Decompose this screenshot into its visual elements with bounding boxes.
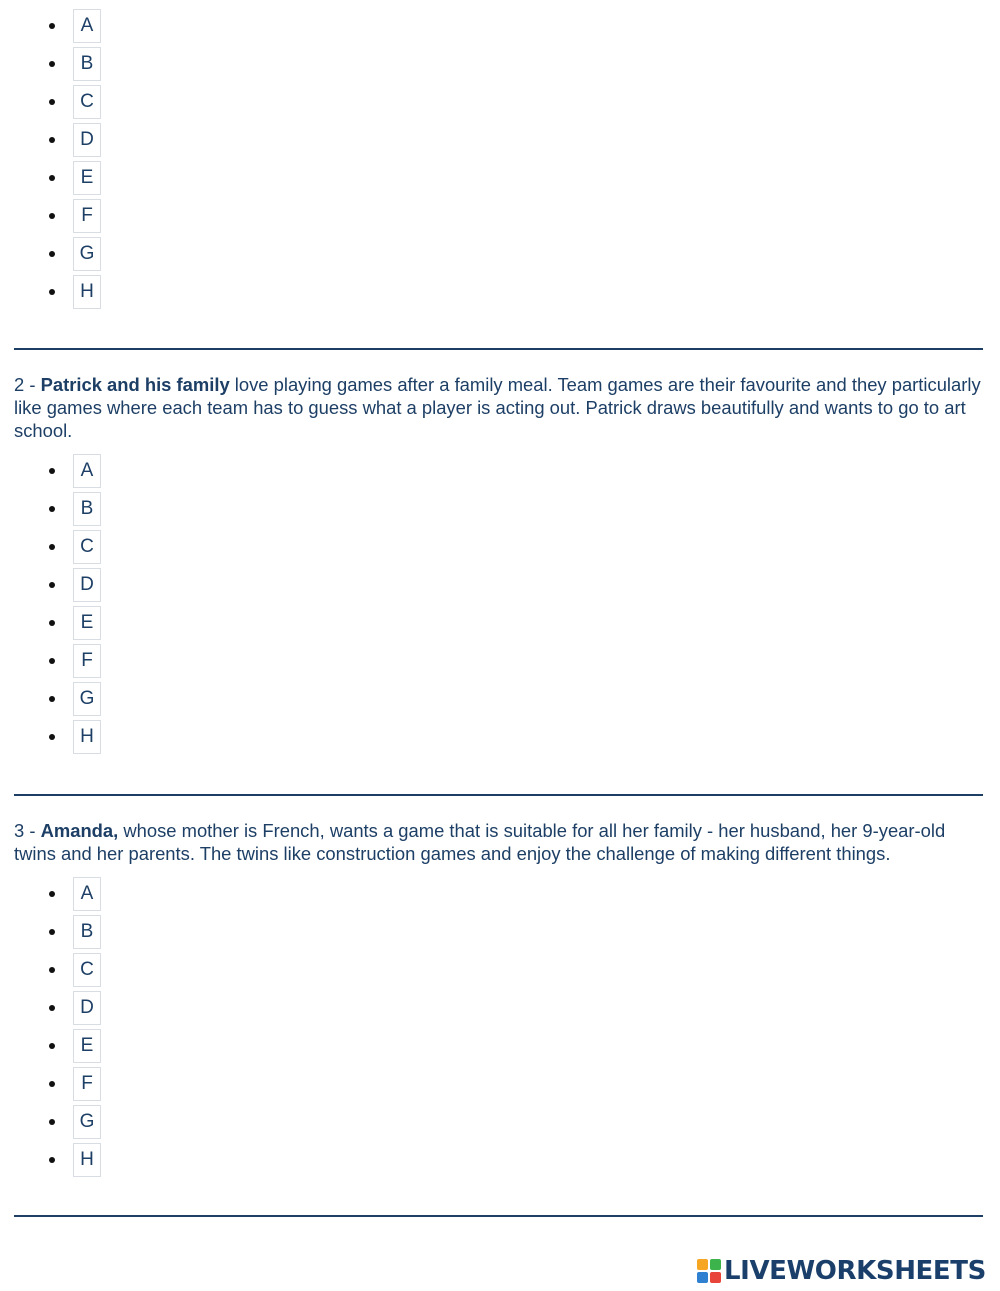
bullet-icon (49, 1119, 55, 1125)
bullet-icon (49, 1043, 55, 1049)
logo-square-icon (697, 1259, 708, 1270)
bullet-icon (49, 506, 55, 512)
option-a-button[interactable]: A (73, 9, 101, 43)
bullet-icon (49, 582, 55, 588)
option-h-button[interactable]: H (73, 720, 101, 754)
question-body: love playing games after a family meal. Team games are their favourite and they particularly like games where each team has to guess what a player is acting out. Patrick draws beautifully and wants to go to art school. (14, 374, 981, 441)
option-c-button[interactable]: C (73, 953, 101, 987)
bullet-icon (49, 929, 55, 935)
option-e-button[interactable]: E (73, 606, 101, 640)
option-h-button[interactable]: H (73, 275, 101, 309)
option-e-button[interactable]: E (73, 1029, 101, 1063)
option-a-button[interactable]: A (73, 877, 101, 911)
question-2-text (14, 373, 986, 442)
divider (14, 794, 983, 796)
bullet-icon (49, 620, 55, 626)
bullet-icon (49, 1157, 55, 1163)
option-c-button[interactable]: C (73, 85, 101, 119)
bullet-icon (49, 734, 55, 740)
bullet-icon (49, 289, 55, 295)
logo-square-icon (710, 1272, 721, 1283)
option-f-button[interactable]: F (73, 644, 101, 678)
option-d-button[interactable]: D (73, 123, 101, 157)
bullet-icon (49, 61, 55, 67)
option-g-button[interactable]: G (73, 682, 101, 716)
logo-square-icon (710, 1259, 721, 1270)
option-a-button[interactable]: A (73, 454, 101, 488)
question-subject: Amanda, (40, 820, 119, 841)
question-number: 3 - (14, 820, 41, 841)
bullet-icon (49, 967, 55, 973)
option-b-button[interactable]: B (73, 47, 101, 81)
option-c-button[interactable]: C (73, 530, 101, 564)
question-body: whose mother is French, wants a game that is suitable for all her family - her husband, her 9-year-old twins and her parents. The twins like construction games and enjoy the challenge of making different things. (14, 820, 946, 864)
bullet-icon (49, 468, 55, 474)
option-b-button[interactable]: B (73, 915, 101, 949)
liveworksheets-logo (697, 1255, 986, 1287)
option-b-button[interactable]: B (73, 492, 101, 526)
option-f-button[interactable]: F (73, 1067, 101, 1101)
option-e-button[interactable]: E (73, 161, 101, 195)
question-3-text (14, 819, 986, 865)
bullet-icon (49, 213, 55, 219)
logo-icon (697, 1259, 721, 1283)
bullet-icon (49, 137, 55, 143)
bullet-icon (49, 891, 55, 897)
logo-text: LIVEWORKSHEETS (724, 1256, 986, 1286)
bullet-icon (49, 544, 55, 550)
question-subject: Patrick and his family (40, 374, 230, 395)
option-g-button[interactable]: G (73, 237, 101, 271)
option-f-button[interactable]: F (73, 199, 101, 233)
option-h-button[interactable]: H (73, 1143, 101, 1177)
question-number: 2 - (14, 374, 41, 395)
bullet-icon (49, 99, 55, 105)
divider (14, 1215, 983, 1217)
bullet-icon (49, 1005, 55, 1011)
bullet-icon (49, 175, 55, 181)
option-d-button[interactable]: D (73, 991, 101, 1025)
logo-square-icon (697, 1272, 708, 1283)
bullet-icon (49, 1081, 55, 1087)
bullet-icon (49, 251, 55, 257)
option-d-button[interactable]: D (73, 568, 101, 602)
divider (14, 348, 983, 350)
option-g-button[interactable]: G (73, 1105, 101, 1139)
bullet-icon (49, 658, 55, 664)
bullet-icon (49, 696, 55, 702)
bullet-icon (49, 23, 55, 29)
